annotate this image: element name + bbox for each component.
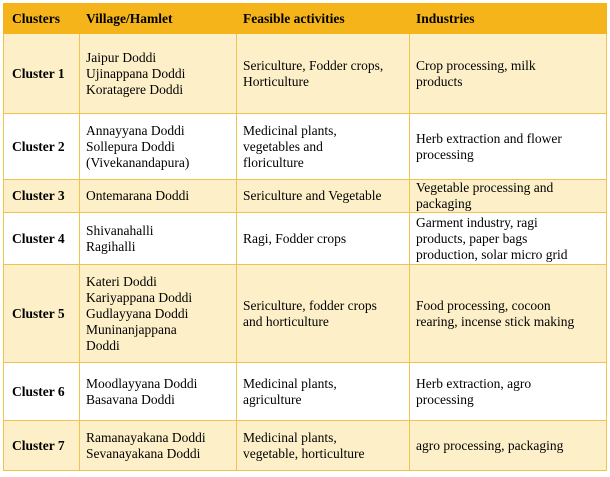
village-cell [80,213,237,265]
industries-cell [410,421,607,471]
village-line: Annayyana Doddi [86,122,185,138]
industries-cell [410,34,607,114]
activities-line: vegetable, horticulture [243,445,365,461]
table-body [4,34,607,471]
activities-line: Medicinal plants, [243,122,337,138]
village-line: (Vivekanandapura) [86,154,190,170]
activities-line: Ragi, Fodder crops [243,230,347,246]
header-village-hamlet: Village/Hamlet [80,4,237,34]
activities-cell [237,114,410,180]
village-cell [80,180,237,213]
table-row [4,34,607,114]
activities-line: Medicinal plants, [243,429,337,445]
header-clusters: Clusters [4,4,80,34]
industries-line: rearing, incense stick making [416,313,575,329]
cluster-name: Cluster 4 [4,213,80,265]
industries-line: agro processing, packaging [416,437,564,453]
village-line: Kateri Doddi [86,273,157,289]
activities-line: vegetables and [243,138,323,154]
table-row [4,114,607,180]
village-line: Sollepura Doddi [86,138,175,154]
table-row [4,180,607,213]
activities-line: Medicinal plants, [243,375,337,391]
clusters-table [3,3,607,471]
cluster-name: Cluster 2 [4,114,80,180]
industries-cell [410,363,607,421]
table-row [4,265,607,363]
cluster-name: Cluster 6 [4,363,80,421]
activities-line: Horticulture [243,73,309,89]
activities-line: agriculture [243,391,302,407]
village-line: Koratagere Doddi [86,81,184,97]
village-line: Ontemarana Doddi [86,188,190,203]
activities-cell [237,265,410,363]
cluster-name: Cluster 7 [4,421,80,471]
village-line: Sevanayakana Doddi [86,445,201,461]
village-line: Ujinappana Doddi [86,65,186,81]
industries-line: production, solar micro grid [416,246,568,262]
industries-cell [410,265,607,363]
industries-line: processing [416,391,474,407]
industries-cell [410,114,607,180]
industries-cell [410,180,607,213]
industries-line: products [416,73,463,89]
industries-line: Food processing, cocoon [416,297,551,313]
activities-cell [237,421,410,471]
activities-line: and horticulture [243,313,329,329]
village-line: Basavana Doddi [86,391,175,407]
industries-cell [410,213,607,265]
village-line: Ramanayakana Doddi [86,429,206,445]
industries-line: processing [416,146,474,162]
activities-line: Sericulture, Fodder crops, [243,57,384,73]
village-cell [80,363,237,421]
village-cell [80,265,237,363]
cluster-name: Cluster 5 [4,265,80,363]
table-row [4,421,607,471]
cluster-name: Cluster 3 [4,180,80,213]
village-cell [80,421,237,471]
village-line: Gudlayyana Doddi [86,305,189,321]
cluster-name: Cluster 1 [4,34,80,114]
village-line: Kariyappana Doddi [86,289,193,305]
table-row [4,363,607,421]
industries-line: Herb extraction and flower [416,130,562,146]
header-industries: Industries [410,4,607,34]
village-line: Muninanjappana [86,321,177,337]
village-line: Shivanahalli [86,222,154,238]
village-cell [80,114,237,180]
industries-line: products, paper bags [416,230,528,246]
activities-line: Sericulture and Vegetable [243,188,382,203]
industries-line: Crop processing, milk [416,57,536,73]
village-line: Ragihalli [86,238,136,254]
industries-line: Garment industry, ragi [416,214,538,230]
activities-cell [237,213,410,265]
table-row [4,213,607,265]
village-line: Jaipur Doddi [86,49,157,65]
activities-cell [237,34,410,114]
industries-line: packaging [416,196,472,211]
industries-line: Herb extraction, agro [416,375,532,391]
header-feasible-activities: Feasible activities [237,4,410,34]
village-line: Moodlayyana Doddi [86,375,198,391]
activities-line: Sericulture, fodder crops [243,297,377,313]
header-row [4,4,607,34]
industries-line: Vegetable processing and [416,180,554,195]
activities-cell [237,363,410,421]
village-cell [80,34,237,114]
activities-cell [237,180,410,213]
village-line: Doddi [86,337,120,353]
activities-line: floriculture [243,154,304,170]
